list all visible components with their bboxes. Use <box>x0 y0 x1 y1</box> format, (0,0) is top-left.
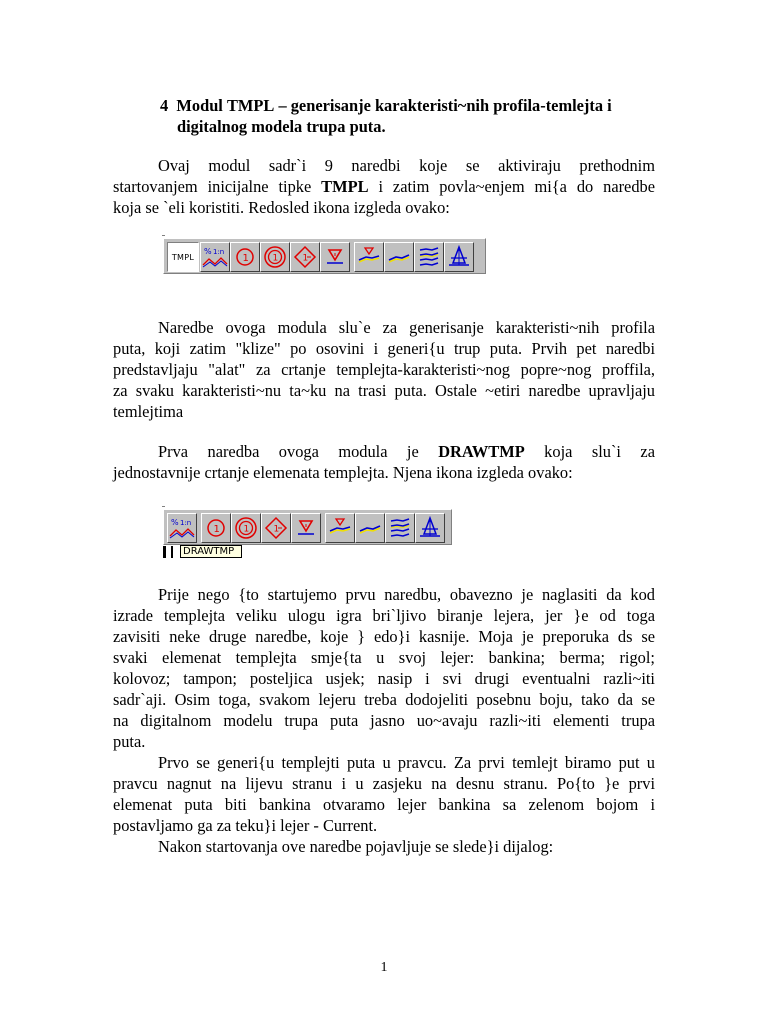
double-circle-one-button[interactable] <box>260 242 290 272</box>
para5-line4: postavljamo ga za teku}i lejer - Current. <box>113 816 378 835</box>
profile-percent-icon <box>169 516 195 540</box>
svg-text:1: 1 <box>273 524 280 535</box>
template-move-icon <box>328 516 352 540</box>
toolbar2-icons <box>167 513 445 543</box>
toolbar1-icons <box>200 242 474 272</box>
template-stack-icon <box>417 245 441 269</box>
template-frame-button-2[interactable] <box>415 513 445 543</box>
heading-line1-rest: – generisanje karakteristi~nih profila-temlejta i <box>278 96 612 115</box>
diamond-one-icon <box>264 516 288 540</box>
tooltip-marker-2 <box>171 546 173 558</box>
section-heading-line1 <box>160 96 640 117</box>
tmpl-bold-word: TMPL <box>321 177 369 196</box>
heading-line2-text: digitalnog modela trupa puta. <box>177 117 386 136</box>
drawtmp-bold-word: DRAWTMP <box>438 442 525 461</box>
template-line-icon <box>387 245 411 269</box>
svg-text:1: 1 <box>272 253 279 264</box>
drawtmp-button-2[interactable] <box>167 513 197 543</box>
para4-line6: sadr`aji. Osim toga, svakom lejeru treba dodojeliti posebnu boju, tako da se <box>113 690 655 709</box>
para2-line5: temlejtima <box>113 402 184 421</box>
heading-module-word: Modul <box>176 96 223 115</box>
para2-line1: Naredbe ovoga modula slu`e za generisanje karakteristi~nih profila <box>158 318 655 337</box>
double-circle-one-button-2[interactable] <box>231 513 261 543</box>
para4-line8: puta. <box>113 732 146 751</box>
para4-line3: zavisiti neke druge naredbe, koje } edo}i kasnije. Moja je preporuka ds se <box>113 627 655 646</box>
section-heading-line2 <box>177 117 577 138</box>
tmpl-toolbar <box>163 238 486 274</box>
template-move-button[interactable] <box>354 242 384 272</box>
template-line-button[interactable] <box>384 242 414 272</box>
triangle-down-button[interactable] <box>320 242 350 272</box>
template-frame-button[interactable] <box>444 242 474 272</box>
tmpl-flyout-button[interactable] <box>167 242 199 272</box>
para5-line3: elemenat puta biti bankina otvaramo lejer bankina sa zelenom bojom i <box>113 795 655 814</box>
diamond-one-button-2[interactable] <box>261 513 291 543</box>
diamond-one-button[interactable] <box>290 242 320 272</box>
template-move-icon <box>357 245 381 269</box>
circle-one-button-2[interactable] <box>201 513 231 543</box>
para1-line1: Ovaj modul sadr`i 9 naredbi koje se aktiviraju prethodnim <box>158 156 655 175</box>
para1-line2: startovanjem inicijalne tipke TMPL i zatim povla~enjem mi{a do naredbe <box>113 177 655 196</box>
para5-line1: Prvo se generi{u templejti puta u pravcu. Za prvi temlejt biramo put u <box>158 753 655 772</box>
para5-line2: pravcu nagnut na lijevu stranu i u zasjeku na desnu stranu. Po{to }e prvi <box>113 774 655 793</box>
svg-text:%: % <box>204 247 212 256</box>
circle-one-button[interactable] <box>230 242 260 272</box>
svg-text:1:n: 1:n <box>213 248 225 256</box>
para4-line2: izrade templejta veliku ulogu igra bri`ljivo biranje lejera, jer }e od toga <box>113 606 655 625</box>
triangle-down-button-2[interactable] <box>291 513 321 543</box>
para3-line2: jednostavnije crtanje elemenata templejta. Njena ikona izgleda ovako: <box>113 463 573 482</box>
para2-line2: puta, koji zatim "klize" po osovini i generi{u trup puta. Prvih pet naredbi <box>113 339 655 358</box>
template-frame-icon <box>418 516 442 540</box>
tmpl-button-label: TMPL <box>171 252 195 262</box>
template-stack-icon <box>388 516 412 540</box>
svg-text:1: 1 <box>302 253 309 264</box>
template-line-button-2[interactable] <box>355 513 385 543</box>
template-move-button-2[interactable] <box>325 513 355 543</box>
drawtmp-button[interactable] <box>200 242 230 272</box>
svg-text:1:n: 1:n <box>180 519 192 527</box>
double-circle-one-icon <box>263 245 287 269</box>
svg-text:%: % <box>171 518 179 527</box>
page-number: 1 <box>380 960 388 975</box>
profile-percent-icon <box>202 245 228 269</box>
para4-line5: kolovoz; tampon; posteljica usjek; nasip i svi drugi eventualni razli~iti <box>113 669 655 688</box>
para2-line3: predstavljaju "alat" za crtanje templejta-karakteristi~nog popre~nog proffila, <box>113 360 655 379</box>
para6-line1: Nakon startovanja ove naredbe pojavljuje se slede}i dijalog: <box>158 837 554 856</box>
template-frame-icon <box>447 245 471 269</box>
circle-one-icon <box>233 245 257 269</box>
para4-line1: Prije nego {to startujemo prvu naredbu, obavezno je naglasiti da kod <box>158 585 655 604</box>
triangle-down-icon <box>323 245 347 269</box>
drawtmp-tooltip: DRAWTMP <box>180 545 242 558</box>
circle-one-icon <box>204 516 228 540</box>
template-stack-button-2[interactable] <box>385 513 415 543</box>
para4-line7: na digitalnom modelu trupa puta jasno uo~avaju razli~iti elementi trupa <box>113 711 655 730</box>
triangle-down-icon <box>294 516 318 540</box>
drawtmp-toolbar <box>163 509 452 545</box>
para1-line3: koja se `eli koristiti. Redosled ikona izgleda ovako: <box>113 198 450 217</box>
para2-line4: za svaku karakteristi~nu ta~ku na trasi puta. Ostale ~etiri naredbe upravljaju <box>113 381 655 400</box>
tooltip-marker <box>163 546 166 558</box>
diamond-one-icon <box>293 245 317 269</box>
para4-line4: svaki elemenat templejta smje{ta u svoj lejer: bankina; berma; rigol; <box>113 648 655 667</box>
svg-text:1: 1 <box>243 524 250 535</box>
heading-number: 4 <box>160 96 169 115</box>
para3-line1: Prva naredba ovoga modula je DRAWTMP koja slu`i za <box>158 442 655 461</box>
template-line-icon <box>358 516 382 540</box>
svg-text:1: 1 <box>242 253 249 264</box>
double-circle-one-icon <box>234 516 258 540</box>
heading-module-name: TMPL <box>226 96 275 115</box>
svg-text:1: 1 <box>213 524 220 535</box>
template-stack-button[interactable] <box>414 242 444 272</box>
